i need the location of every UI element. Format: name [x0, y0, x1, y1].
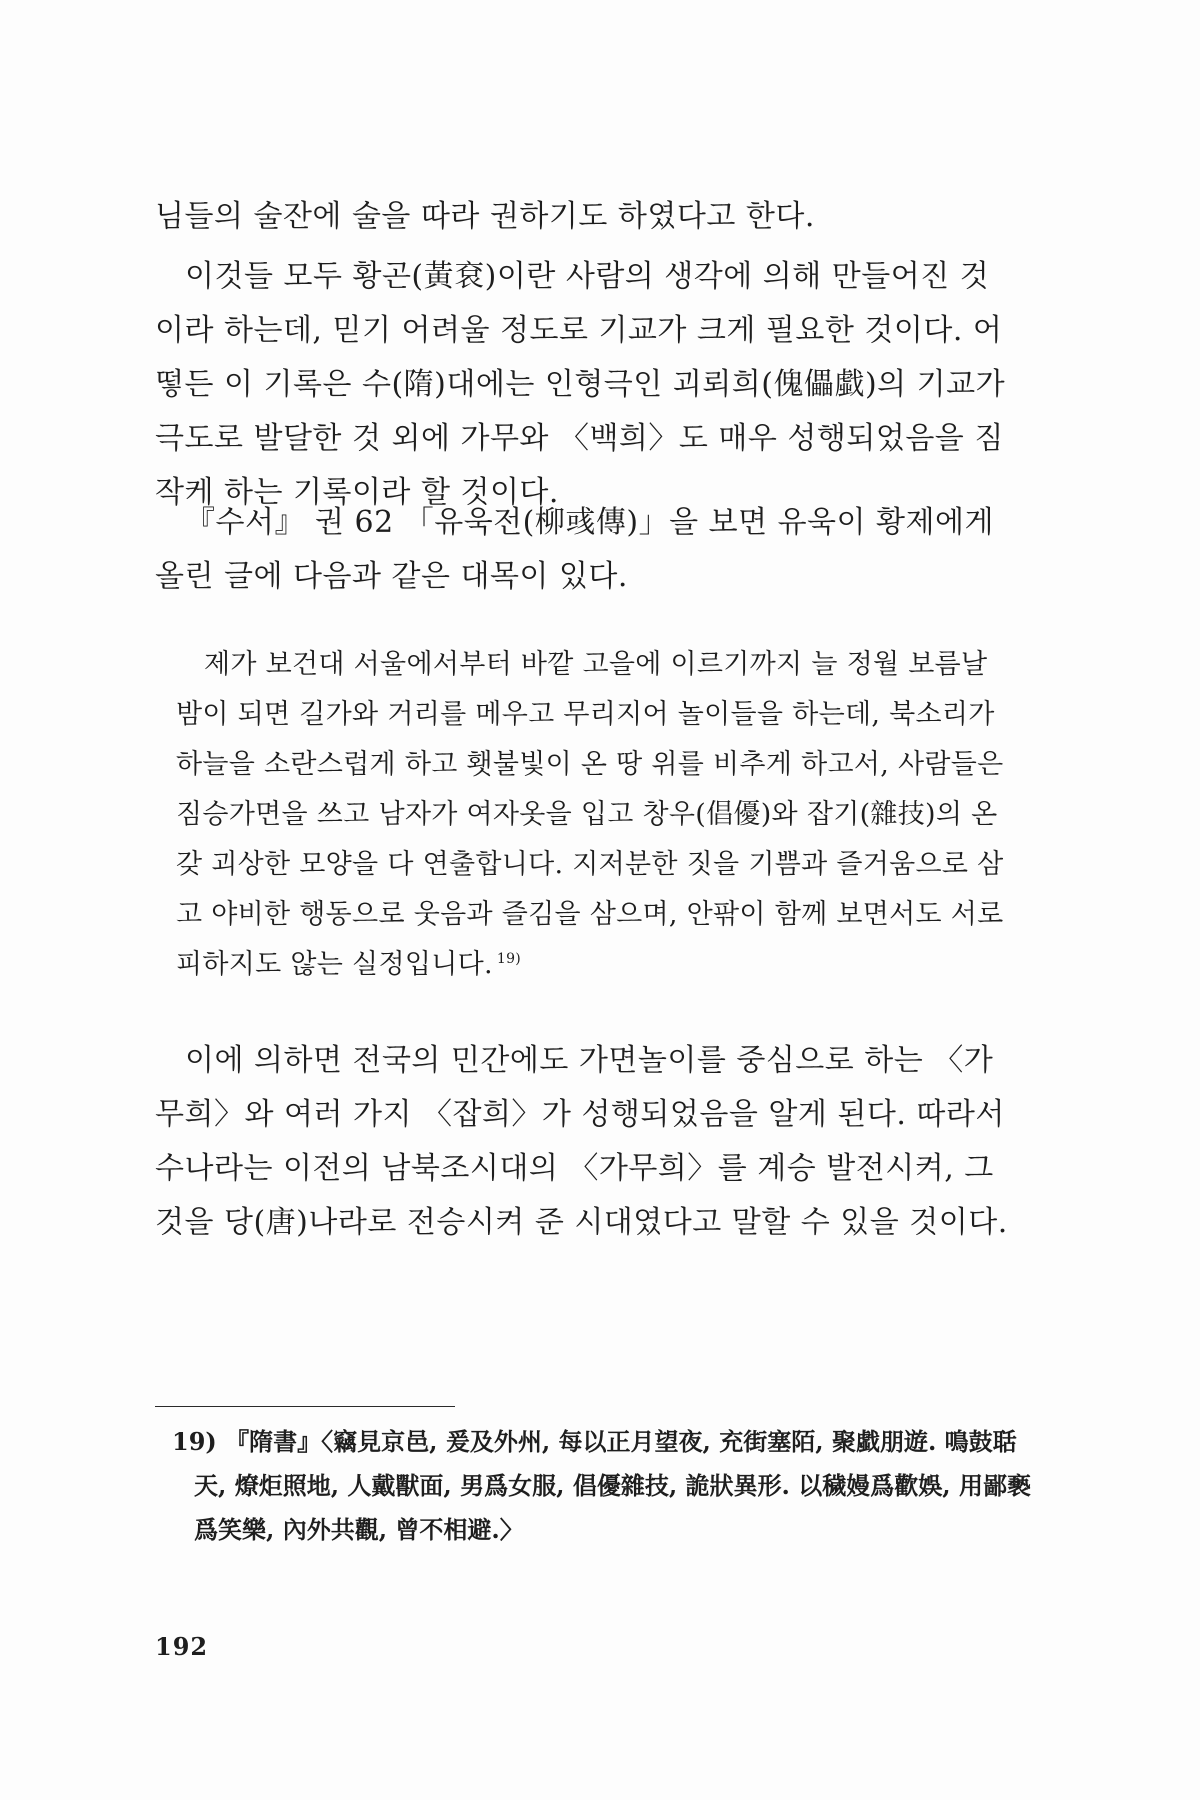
- paragraph-4: 이에 의하면 전국의 민간에도 가면놀이를 중심으로 하는 〈가무희〉와 여러 가지 〈잡희〉가 성행되었음을 알게 된다. 따라서 수나라는 이전의 남북조시대의 〈가무희〉를 계승 발전시켜, 그것을 당(唐)나라로 전승시켜 준 시대였다고 말할 수 있을 것이다.: [155, 1043, 1008, 1240]
- paragraph-1: 님들의 술잔에 술을 따라 권하기도 하였다고 한다.: [155, 199, 815, 234]
- footnote-divider: [155, 1406, 455, 1407]
- paragraph-2: 이것들 모두 황곤(黃袞)이란 사람의 생각에 의해 만들어진 것이라 하는데, 믿기 어려울 정도로 기교가 크게 필요한 것이다. 어떻든 이 기록은 수(隋)대에는 인형극인 괴뢰희(傀儡戱)의 기교가 극도로 발달한 것 외에 가무와 〈백희〉도 매우 성행되었음을 짐작케 하는 기록이라 할 것이다.: [155, 259, 1006, 510]
- paragraph-3: 『수서』 권 62 「유욱전(柳彧傳)」을 보면 유욱이 황제에게 올린 글에 다음과 같은 대목이 있다.: [155, 505, 994, 594]
- footnote-reference: 19): [496, 951, 522, 967]
- block-quote: [176, 640, 1012, 990]
- page-number: 192: [155, 1632, 209, 1661]
- block-quote-text: 제가 보건대 서울에서부터 바깥 고을에 이르기까지 늘 정월 보름날 밤이 되면 길가와 거리를 메우고 무리지어 놀이들을 하는데, 북소리가 하늘을 소란스럽게 하고 횃불빛이 온 땅 위를 비추게 하고서, 사람들은 짐승가면을 쓰고 남자가 여자옷을 입고 창우(倡優)와 잡기(雜技)의 온갖 괴상한 모양을 다 연출합니다. 지저분한 짓을 기쁨과 즐거움으로 삼고 야비한 행동으로 웃음과 즐김을 삼으며, 안팎이 함께 보면서도 서로 피하지도 않는 실정입니다.: [176, 649, 1004, 980]
- footnote-19: 19) 『隋書』〈竊見京邑, 爰及外州, 每以正月望夜, 充街塞陌, 聚戱朋遊. 鳴鼓聒天, 燎炬照地, 人戴獸面, 男爲女服, 倡優雜技, 詭狀異形. 以穢嫚爲歡娛, 用鄙褻爲笑樂, 內外共觀, 曾不相避.〉: [172, 1427, 1031, 1544]
